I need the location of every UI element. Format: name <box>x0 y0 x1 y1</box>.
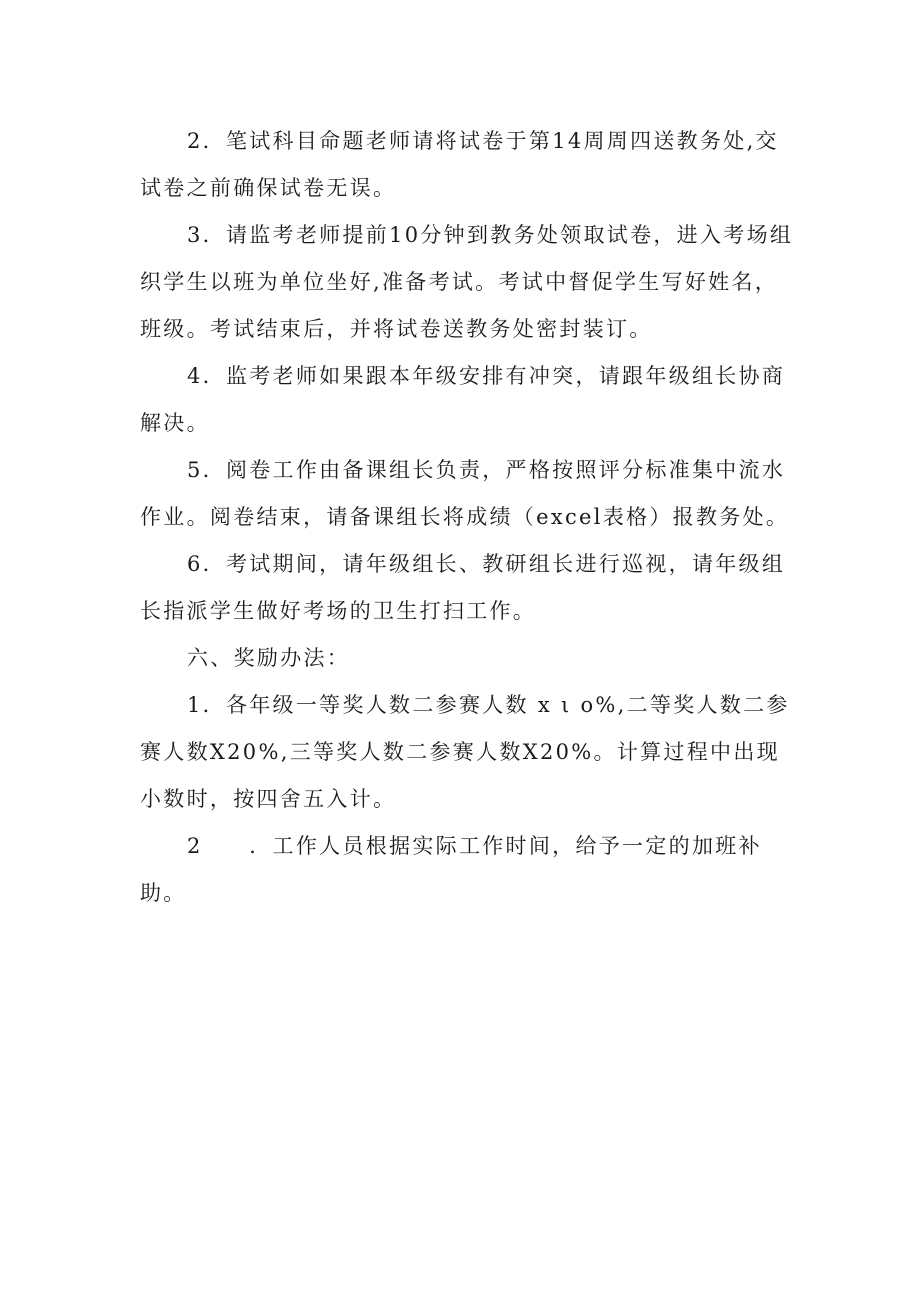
paragraph-schedule-conflict: 4．监考老师如果跟本年级安排有冲突，请跟年级组长协商解决。 <box>140 364 786 435</box>
paragraph-award-ratio: 1．各年级一等奖人数二参赛人数 x ι o%,二等奖人数二参赛人数X20%,三等奖人数二参赛人数X20%。计算过程中出现小数时，按四舍五入计。 <box>140 693 790 811</box>
paragraph-overtime-subsidy: 2 ．工作人员根据实际工作时间，给予一定的加班补助。 <box>140 834 762 905</box>
paragraph-invigilator-duties: 3．请监考老师提前10分钟到教务处领取试卷，进入考场组织学生以班为单位坐好,准备考试。考试中督促学生写好姓名，班级。考试结束后，并将试卷送教务处密封装订。 <box>140 223 794 341</box>
paragraph-exam-paper-submission: 2．笔试科目命题老师请将试卷于第14周周四送教务处,交试卷之前确保试卷无误。 <box>140 129 779 200</box>
paragraph-grading-work: 5．阅卷工作由备课组长负责，严格按照评分标准集中流水作业。阅卷结束，请备课组长将成绩（excel表格）报教务处。 <box>140 458 790 529</box>
section-heading-rewards: 六、奖励办法： <box>187 646 351 670</box>
paragraph-exam-inspection: 6．考试期间，请年级组长、教研组长进行巡视，请年级组长指派学生做好考场的卫生打扫工作。 <box>140 552 786 623</box>
